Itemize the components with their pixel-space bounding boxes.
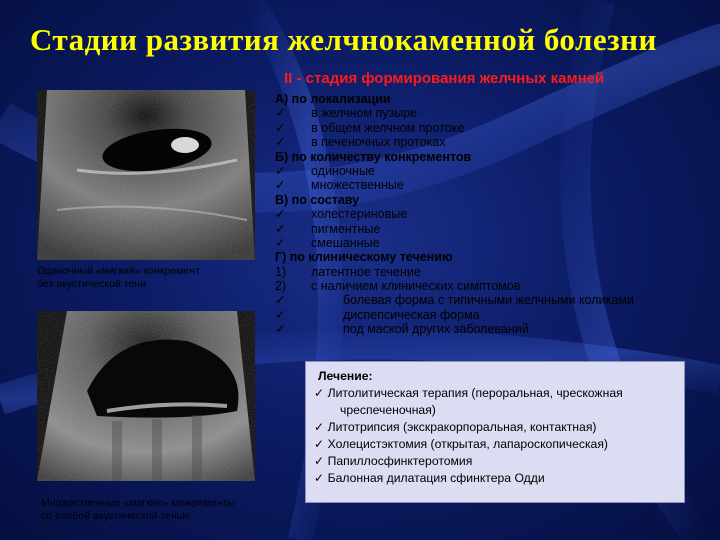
list-text: в общем желчном протоке bbox=[311, 120, 465, 135]
list-item bbox=[275, 92, 715, 106]
check-icon: ✓ bbox=[275, 163, 286, 178]
list-item bbox=[275, 178, 715, 192]
treatment-heading: Лечение: bbox=[318, 369, 373, 383]
list-item bbox=[275, 279, 715, 293]
treatment-text: Папиллосфинктеротомия bbox=[327, 454, 473, 468]
list-item bbox=[275, 135, 715, 149]
list-text: латентное течение bbox=[311, 264, 421, 279]
ultrasound-caption-1 bbox=[37, 265, 200, 291]
check-icon: ✓ bbox=[314, 386, 328, 400]
caption-line: Множественные «мягкие» конкременты bbox=[41, 497, 235, 509]
list-text: пигментные bbox=[311, 221, 381, 236]
list-item bbox=[275, 193, 715, 207]
list-text: болевая форма с типичными желчными коликами bbox=[343, 293, 634, 308]
list-item bbox=[275, 164, 715, 178]
list-number: 2) bbox=[275, 279, 287, 294]
list-text: в желчном пузыре bbox=[311, 106, 418, 121]
list-number: 1) bbox=[275, 264, 287, 279]
check-icon: ✓ bbox=[314, 420, 328, 434]
treatment-text: Литотрипсия (экскракорпоральная, контактная) bbox=[327, 420, 597, 434]
check-icon: ✓ bbox=[275, 178, 286, 193]
list-text: диспепсическая форма bbox=[343, 307, 480, 322]
check-icon: ✓ bbox=[275, 120, 286, 135]
check-icon: ✓ bbox=[275, 221, 286, 236]
ultrasound-caption-2 bbox=[41, 497, 235, 523]
list-heading: Б) по количеству конкрементов bbox=[275, 149, 472, 164]
list-heading: В) по составу bbox=[275, 192, 360, 207]
list-heading: А) по локализации bbox=[275, 92, 391, 106]
treatment-text-continued: чреспеченочная) bbox=[340, 403, 436, 417]
check-icon: ✓ bbox=[314, 437, 328, 451]
list-item bbox=[275, 322, 715, 336]
caption-line: без акустической тени bbox=[37, 278, 146, 290]
list-text: с наличием клинических симптомов bbox=[311, 279, 521, 294]
check-icon: ✓ bbox=[275, 207, 286, 222]
list-item bbox=[275, 207, 715, 221]
list-item bbox=[275, 236, 715, 250]
treatment-text: Балонная дилатация сфинктера Одди bbox=[327, 471, 545, 485]
check-icon: ✓ bbox=[275, 135, 286, 150]
list-item bbox=[275, 308, 715, 322]
treatment-item bbox=[314, 436, 684, 453]
treatment-list bbox=[314, 385, 684, 487]
caption-line: со слабой акустической тенью bbox=[41, 510, 191, 522]
ultrasound-image-single-stone bbox=[37, 90, 255, 260]
ultrasound-image-multiple-stones bbox=[37, 311, 255, 481]
check-icon: ✓ bbox=[314, 454, 328, 468]
list-item bbox=[275, 106, 715, 120]
slide-title: Стадии развития желчнокаменной болезни bbox=[30, 22, 657, 57]
check-icon: ✓ bbox=[275, 235, 286, 250]
classification-list bbox=[275, 92, 715, 337]
list-item bbox=[275, 293, 715, 307]
treatment-item bbox=[314, 419, 684, 436]
list-item bbox=[275, 250, 715, 264]
check-icon: ✓ bbox=[275, 322, 286, 337]
list-text: смешанные bbox=[311, 235, 380, 250]
treatment-text: Холецистэктомия (открытая, лапароскопическая) bbox=[327, 437, 608, 451]
treatment-box bbox=[305, 361, 685, 503]
check-icon: ✓ bbox=[275, 307, 286, 322]
list-text: одиночные bbox=[311, 163, 375, 178]
list-heading: Г) по клиническому течению bbox=[275, 250, 453, 265]
list-text: множественные bbox=[311, 178, 404, 193]
slide-subtitle: II - стадия формирования желчных камней bbox=[284, 70, 605, 87]
list-item bbox=[275, 121, 715, 135]
check-icon: ✓ bbox=[314, 471, 328, 485]
list-text: холестериновые bbox=[311, 207, 408, 222]
list-item bbox=[275, 265, 715, 279]
treatment-text: Литолитическая терапия (пероральная, чрескожная bbox=[327, 386, 623, 400]
treatment-item bbox=[314, 470, 684, 487]
caption-line: Одиночный «мягкий» конкремент bbox=[37, 265, 200, 277]
list-item bbox=[275, 150, 715, 164]
treatment-item bbox=[314, 385, 684, 402]
list-item bbox=[275, 222, 715, 236]
treatment-item bbox=[314, 453, 684, 470]
check-icon: ✓ bbox=[275, 293, 286, 308]
list-text: под маской других заболеваний bbox=[343, 322, 529, 337]
check-icon: ✓ bbox=[275, 106, 286, 121]
list-text: в печеночных протоках bbox=[311, 135, 446, 150]
